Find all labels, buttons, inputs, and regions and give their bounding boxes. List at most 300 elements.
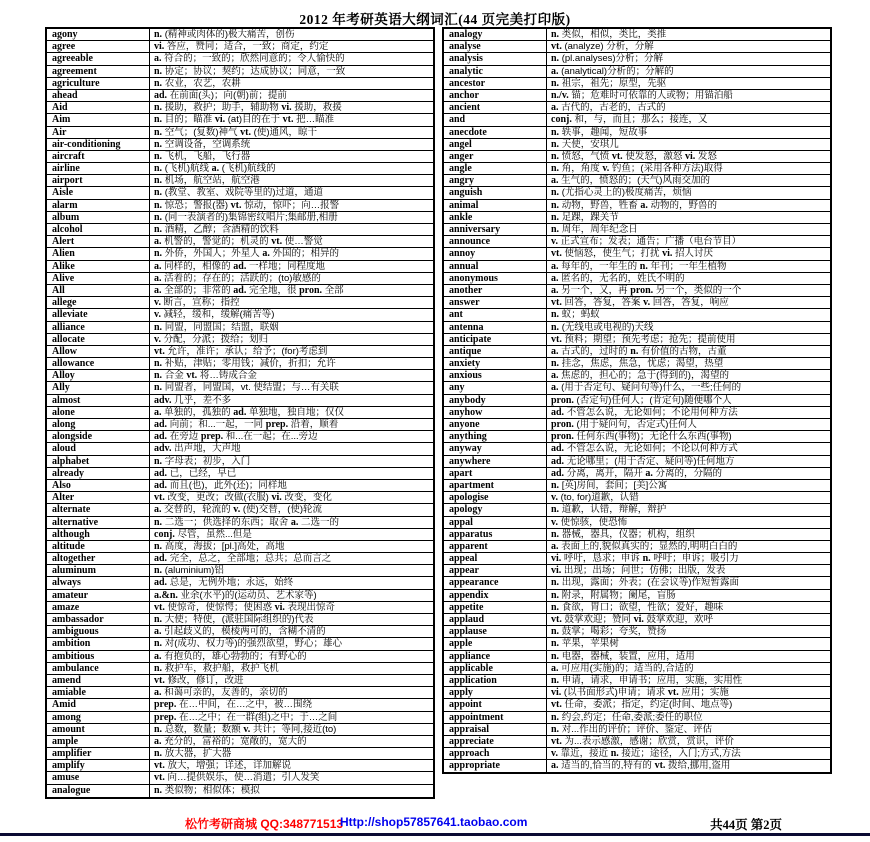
word-cell: already: [47, 468, 150, 479]
word-cell: amplifier: [47, 748, 150, 759]
word-cell: Aid: [47, 102, 150, 113]
page-number: 共44页 第2页: [710, 818, 782, 832]
word-cell: almost: [47, 395, 150, 406]
definition-cell: vi. 答应，赞同；适合，一致；商定，约定: [154, 41, 329, 53]
word-cell: altitude: [47, 541, 150, 552]
definition-cell: a. 引起歧义的，模棱两可的，含糊不清的: [154, 626, 326, 638]
word-cell: always: [47, 577, 150, 588]
vocab-row: [47, 614, 433, 626]
vocab-row: [444, 358, 830, 370]
definition-cell: ad. 在旁边 prep. 和...在一起；在...旁边: [154, 431, 318, 443]
vocab-row: [47, 517, 433, 529]
vocab-row: [444, 736, 830, 748]
vocab-row: [47, 638, 433, 650]
vocab-row: [47, 736, 433, 748]
word-cell: airport: [47, 175, 150, 186]
word-cell: Aisle: [47, 187, 150, 198]
word-cell: animal: [444, 200, 547, 211]
vocab-row: [47, 663, 433, 675]
definition-cell: a. (用于否定句、疑问句等)什么，一些;任何的: [551, 382, 742, 394]
definition-cell: n. 总数，数量；数额 v. 共计；等同,接近(to): [154, 723, 337, 735]
definition-cell: n. 合金 vt. 将…铸成合金: [154, 370, 257, 382]
definition-cell: ad. 分离，离开，隔开 a. 分离的，分隔的: [551, 467, 722, 479]
word-cell: amiable: [47, 687, 150, 698]
page-title: 2012 年考研英语大纲词汇(44 页完美打印版): [299, 12, 571, 27]
word-cell: ample: [47, 736, 150, 747]
definition-cell: a. 表面上的,貌似真实的；显然的,明明白白的: [551, 540, 738, 552]
vocab-row: [47, 382, 433, 394]
vocab-row: [47, 468, 433, 480]
word-cell: appal: [444, 517, 547, 528]
vocab-row: [47, 443, 433, 455]
vocab-row: [47, 334, 433, 346]
word-cell: ambiguous: [47, 626, 150, 637]
definition-cell: n. 同盟，同盟国；结盟，联姻: [154, 321, 279, 333]
vocab-row: [47, 346, 433, 358]
word-cell: appear: [444, 565, 547, 576]
word-cell: apparatus: [444, 529, 547, 540]
vocab-row: [47, 273, 433, 285]
definition-cell: a. 同样的，相像的 ad. 一样地；同程度地: [154, 260, 325, 272]
word-cell: ankle: [444, 212, 547, 223]
vocab-row: [444, 114, 830, 126]
word-cell: appreciate: [444, 736, 547, 747]
definition-cell: n. 空调设备，空调系统: [154, 138, 251, 150]
word-cell: appliance: [444, 651, 547, 662]
word-cell: aircraft: [47, 151, 150, 162]
definition-cell: n. 惊恐；警报(器) vt. 惊动，惊吓；向…报警: [154, 199, 340, 211]
word-cell: appendix: [444, 590, 547, 601]
word-cell: anyone: [444, 419, 547, 430]
definition-cell: vt. 鼓掌欢迎；赞同 vi. 鼓掌欢迎，欢呼: [551, 614, 714, 625]
vocab-row: [47, 200, 433, 212]
word-cell: Aim: [47, 114, 150, 125]
definition-cell: adv. 几乎，差不多: [154, 394, 232, 406]
definition-cell: ad. 而且(也)，此外(还)；同样地: [154, 479, 287, 491]
definition-cell: vt. 使恼怒，使生气；打扰 vi. 招人讨厌: [551, 248, 714, 260]
vocab-row: [444, 504, 830, 516]
definition-cell: vi. (以书面形式)申请；请求 vt. 应用；实施: [551, 687, 729, 699]
definition-cell: ad. 在前面(头)；向(朝)前；提前: [154, 89, 287, 101]
vocab-row: [444, 346, 830, 358]
vocab-row: [444, 285, 830, 297]
definition-cell: ad. 已，已经，早已: [154, 467, 237, 479]
definition-cell: a. 生气的，愤怒的；(天气)风雨交加的: [551, 175, 710, 187]
definition-cell: n. (尤指心灵上的)极度痛苦，烦恼: [551, 187, 692, 199]
definition-cell: n. (同一表演者的)集锦密纹唱片;集邮册,相册: [154, 211, 338, 223]
definition-cell: v. 靠近，接近 n. 接近；途径，入门;方式,方法: [551, 748, 741, 760]
word-cell: aluminum: [47, 565, 150, 576]
vocab-row: [47, 626, 433, 638]
vocab-row: [47, 187, 433, 199]
word-cell: another: [444, 285, 547, 296]
word-cell: angle: [444, 163, 547, 174]
word-cell: Alter: [47, 492, 150, 503]
definition-cell: n. 同盟者，同盟国，vt. 使结盟；与…有关联: [154, 382, 339, 394]
vocab-row: [444, 370, 830, 382]
definition-cell: n. 周年，周年纪念日: [551, 224, 638, 235]
vocab-row: [444, 102, 830, 114]
definition-cell: n. 申请，请求，申请书；应用，实施，实用性: [551, 674, 743, 686]
vocab-row: [47, 370, 433, 382]
word-cell: appetite: [444, 602, 547, 613]
definition-cell: n. 救护车，救护船，救护飞机: [154, 662, 279, 674]
definition-cell: n. 外侨，外国人；外星人 a. 外国的；相异的: [154, 248, 339, 260]
word-cell: amaze: [47, 602, 150, 613]
vocab-row: [47, 236, 433, 248]
vocab-row: [444, 407, 830, 419]
word-cell: apartment: [444, 480, 547, 491]
definition-cell: n. (教堂、教室、戏院等里的)过道，通道: [154, 187, 324, 199]
vocab-row: [47, 29, 433, 41]
word-cell: appraisal: [444, 724, 547, 735]
vocab-row: [47, 724, 433, 736]
definition-cell: vt. 为...表示感激，感谢；欣赏，赏识，评价: [551, 735, 734, 747]
definition-cell: vt. 放大，增强；详述，详加解说: [154, 760, 291, 772]
vocab-row: [444, 419, 830, 431]
definition-cell: ad. 向前；和...一起，一同 prep. 沿着，顺着: [154, 419, 339, 430]
vocab-row: [47, 297, 433, 309]
word-cell: Alert: [47, 236, 150, 247]
definition-cell: n. 天使，安琪儿: [551, 138, 619, 150]
vocab-row: [444, 468, 830, 480]
definition-cell: a. 古式的，过时的 n. 有价值的古物，古董: [551, 345, 727, 357]
word-cell: analogy: [444, 29, 547, 40]
definition-cell: a. 有抱负的，雄心勃勃的；有野心的: [154, 650, 307, 662]
definition-cell: n./v. 锚；危难时可依靠的人或物；用锚泊船: [551, 89, 733, 101]
word-cell: agreement: [47, 66, 150, 77]
definition-cell: vt. 回答，答复，答案 v. 回答，答复，响应: [551, 297, 729, 309]
word-cell: alcohol: [47, 224, 150, 235]
vocab-table-left: [45, 27, 435, 799]
definition-cell: a. 充分的，富裕的；宽敞的，宽大的: [154, 735, 307, 747]
bottom-divider: [0, 833, 870, 836]
definition-cell: n. [英]房间，套间；[美]公寓: [551, 479, 668, 491]
word-cell: apparent: [444, 541, 547, 552]
vocab-row: [47, 504, 433, 516]
word-cell: approach: [444, 748, 547, 759]
definition-cell: n. 食欲，胃口；欲望，性欲；爱好，趣味: [551, 601, 724, 613]
vocab-row: [444, 236, 830, 248]
vocab-row: [444, 529, 830, 541]
definition-cell: vt. 向…提供娱乐，使…消遣；引人发笑: [154, 772, 320, 784]
word-cell: anchor: [444, 90, 547, 101]
word-cell: anxious: [444, 370, 547, 381]
word-cell: ant: [444, 309, 547, 320]
vocab-row: [444, 187, 830, 199]
word-cell: Alloy: [47, 370, 150, 381]
vocab-row: [444, 480, 830, 492]
word-cell: alarm: [47, 200, 150, 211]
definition-cell: vt. 修改，修订，改进: [154, 674, 244, 686]
word-cell: analyse: [444, 41, 547, 52]
vocab-row: [47, 151, 433, 163]
vocab-row: [47, 66, 433, 78]
vocab-row: [444, 41, 830, 53]
vocab-row: [444, 261, 830, 273]
definition-cell: a. 全部的；非常的 ad. 完全地，很 pron. 全部: [154, 284, 344, 296]
word-cell: agreeable: [47, 53, 150, 64]
vocab-table-right: [442, 27, 832, 774]
definition-cell: v. 使惊骇，使恐怖: [551, 516, 628, 528]
vocab-row: [444, 78, 830, 90]
vocab-row: [47, 687, 433, 699]
vocab-row: [444, 517, 830, 529]
definition-cell: n. 机场，航空站，航空港: [154, 175, 260, 187]
word-cell: amplify: [47, 760, 150, 771]
vocab-row: [47, 358, 433, 370]
definition-cell: conj. 尽管，虽然...但是: [154, 528, 252, 540]
vocab-row: [47, 712, 433, 724]
word-cell: anecdote: [444, 127, 547, 138]
definition-cell: ad. 不管怎么说，无论如何；不论以何种方式: [551, 443, 738, 455]
definition-cell: a. 另一个，又，再 pron. 另一个，类似的一个: [551, 284, 742, 296]
word-cell: announce: [444, 236, 547, 247]
word-cell: and: [444, 114, 547, 125]
definition-cell: v. 断言，宣称；指控: [154, 297, 240, 309]
word-cell: alliance: [47, 322, 150, 333]
definition-cell: n. 愤怒，气愤 vt. 使发怒，激怒 vi. 发怒: [551, 150, 717, 162]
vocab-row: [47, 212, 433, 224]
word-cell: Alien: [47, 248, 150, 259]
vocab-row: [47, 529, 433, 541]
word-cell: application: [444, 675, 547, 686]
word-cell: ambulance: [47, 663, 150, 674]
word-cell: alongside: [47, 431, 150, 442]
vocab-row: [47, 90, 433, 102]
vocab-row: [444, 297, 830, 309]
vocab-row: [444, 492, 830, 504]
definition-cell: v. 减轻，缓和，缓解(痛苦等): [154, 309, 275, 321]
word-cell: ancestor: [444, 78, 547, 89]
vocab-row: [444, 163, 830, 175]
vocab-row: [47, 139, 433, 151]
definition-cell: n. 足踝，踝关节: [551, 211, 619, 223]
word-cell: ambition: [47, 638, 150, 649]
vocab-row: [47, 309, 433, 321]
word-cell: apple: [444, 638, 547, 649]
definition-cell: n. 约会,约定；任命,委派;委任的职位: [551, 711, 703, 723]
shop-url-link[interactable]: Http://shop57857641.taobao.com: [340, 815, 528, 829]
definition-cell: n. 目的；瞄准 vi. (at)目的在于 vt. 把…瞄准: [154, 114, 335, 126]
word-cell: agony: [47, 29, 150, 40]
definition-cell: ad. 无论哪里；(用于否定、疑问等)任何地方: [551, 455, 735, 467]
word-cell: antique: [444, 346, 547, 357]
definition-cell: n. 飞机，飞船，飞行器: [154, 150, 251, 162]
vocab-row: [47, 431, 433, 443]
word-cell: apology: [444, 504, 547, 515]
word-cell: Also: [47, 480, 150, 491]
definition-cell: n. 大使；特使，(派驻国际组织的)代表: [154, 614, 314, 625]
definition-cell: n. 类似，相似，类比，类推: [551, 29, 667, 40]
word-cell: applause: [444, 626, 547, 637]
word-cell: apologise: [444, 492, 547, 503]
vocab-row: [47, 248, 433, 260]
word-cell: Air: [47, 127, 150, 138]
vocab-row: [444, 724, 830, 736]
vocab-row: [444, 590, 830, 602]
vocab-row: [47, 651, 433, 663]
vocab-row: [444, 66, 830, 78]
definition-cell: n. 补贴，津贴；零用钱；减价，折扣；允许: [154, 358, 336, 370]
vocab-row: [444, 53, 830, 65]
definition-cell: n. 动物，野兽，牲畜 a. 动物的，野兽的: [551, 199, 717, 211]
definition-cell: a. 可应用(实施)的；适当的,合适的: [551, 662, 694, 674]
definition-cell: n. (aluminium)铝: [154, 565, 224, 577]
word-cell: angry: [444, 175, 547, 186]
definition-cell: a. 匿名的，无名的，姓氏不明的: [551, 272, 685, 284]
vocab-row: [47, 419, 433, 431]
vocab-row: [444, 90, 830, 102]
definition-cell: vt. 任命，委派；指定，约定(时间、地点等): [551, 699, 733, 711]
definition-cell: n. 电器，器械，装置，应用，适用: [551, 650, 695, 662]
definition-cell: n. (pl.analyses)分析；分解: [551, 53, 664, 65]
definition-cell: a. 符合的；一致的；欣然同意的；令人愉快的: [154, 53, 345, 65]
vocab-row: [444, 212, 830, 224]
definition-cell: vt. 允许，准许；承认；给予；(for)考虑到: [154, 345, 328, 357]
definition-cell: ad. 完全，总之，全部地；总共；总而言之: [154, 553, 332, 565]
definition-cell: n. 二选一；供选择的东西；取舍 a. 二选一的: [154, 516, 339, 528]
word-cell: appeal: [444, 553, 547, 564]
word-cell: air-conditioning: [47, 139, 150, 150]
word-cell: ambassador: [47, 614, 150, 625]
definition-cell: vt. 预料；期望；预先考虑；抢先；提前使用: [551, 333, 736, 345]
vocab-row: [47, 127, 433, 139]
vocab-row: [444, 626, 830, 638]
word-cell: anonymous: [444, 273, 547, 284]
word-cell: agree: [47, 41, 150, 52]
vocab-row: [47, 41, 433, 53]
vocab-row: [444, 248, 830, 260]
definition-cell: n. 空气；(复数)神气 vt. (使)通风，晾干: [154, 126, 317, 138]
vocab-row: [444, 151, 830, 163]
word-cell: All: [47, 285, 150, 296]
definition-cell: pron. (否定句)任何人；(肯定句)随便哪个人: [551, 394, 732, 406]
definition-cell: v. 分配，分派；拨给；划归: [154, 333, 269, 345]
vocab-row: [47, 541, 433, 553]
definition-cell: a. 古代的，古老的，古式的: [551, 102, 666, 114]
vocab-row: [47, 78, 433, 90]
vocab-row: [444, 139, 830, 151]
definition-cell: n. 放大器，扩大器: [154, 748, 232, 760]
word-cell: among: [47, 712, 150, 723]
vocab-row: [444, 553, 830, 565]
word-cell: altogether: [47, 553, 150, 564]
definition-cell: n. 字母表；初步，入门: [154, 455, 251, 467]
definition-cell: v. (to, for)道歉，认错: [551, 492, 639, 504]
word-cell: alternate: [47, 504, 150, 515]
word-cell: applaud: [444, 614, 547, 625]
definition-cell: vt. 改变，更改；改做(衣服) vi. 改变，变化: [154, 492, 332, 504]
definition-cell: n. 出现，露面；外表；(在会议等)作短暂露面: [551, 577, 740, 589]
vocab-row: [444, 431, 830, 443]
shop-info: 松竹考研商城 QQ:348771513: [185, 817, 344, 831]
word-cell: although: [47, 529, 150, 540]
definition-cell: a. 焦虑的，担心的；急于(得到的)，渴望的: [551, 370, 729, 382]
word-cell: appropriate: [444, 760, 547, 772]
word-cell: alone: [47, 407, 150, 418]
word-cell: Ally: [47, 382, 150, 393]
definition-cell: a. 交替的，轮流的 v. (使)交替，(使)轮流: [154, 504, 323, 516]
definition-cell: pron. 任何东西(事物)；无论什么东西(事物): [551, 431, 732, 443]
word-cell: any: [444, 382, 547, 393]
vocab-row: [47, 590, 433, 602]
vocab-row: [47, 675, 433, 687]
vocab-row: [444, 200, 830, 212]
definition-cell: n. 协定；协议；契约；达成协议；同意，一致: [154, 65, 346, 77]
word-cell: ancient: [444, 102, 547, 113]
word-cell: anger: [444, 151, 547, 162]
definition-cell: n. (飞机)航线 a. (飞机)航线的: [154, 163, 276, 175]
word-cell: anything: [444, 431, 547, 442]
definition-cell: v. 正式宣布；发表；通告；广播（电台节目）: [551, 236, 742, 248]
word-cell: anyhow: [444, 407, 547, 418]
word-cell: ambitious: [47, 651, 150, 662]
vocab-row: [47, 480, 433, 492]
vocab-row: [444, 602, 830, 614]
definition-cell: n. 酒精，乙醇；含酒精的饮料: [154, 224, 279, 235]
definition-cell: n. 对(成功、权力等)的强烈欲望，野心；雄心: [154, 638, 343, 650]
word-cell: analytic: [444, 66, 547, 77]
vocab-row: [47, 602, 433, 614]
definition-cell: n. 苹果，苹果树: [551, 638, 619, 650]
vocab-row: [47, 407, 433, 419]
vocab-row: [47, 285, 433, 297]
word-cell: Amid: [47, 699, 150, 710]
definition-cell: vt. 使惊奇，使惊愕；使困惑 vi. 表现出惊奇: [154, 601, 336, 613]
vocab-row: [47, 114, 433, 126]
word-cell: analysis: [444, 53, 547, 64]
word-cell: anticipate: [444, 334, 547, 345]
vocab-row: [47, 748, 433, 760]
vocabulary-tables: [45, 27, 832, 799]
definition-cell: n. 援助，救护；助手，辅助物 vi. 援助，救援: [154, 102, 342, 114]
definition-cell: conj. 和，与，而且；那么；接连，又: [551, 114, 708, 126]
word-cell: Alike: [47, 261, 150, 272]
definition-cell: prep. 在…之中；在一群(组)之中；于…之间: [154, 711, 338, 723]
definition-cell: ad. 总是，无例外地；永远，始终: [154, 577, 294, 589]
vocab-row: [444, 577, 830, 589]
definition-cell: n. 类似物；相似体；模拟: [154, 784, 260, 796]
definition-cell: a. 适当的,恰当的,特有的 vt. 拨给,挪用,盗用: [551, 760, 731, 772]
word-cell: alphabet: [47, 456, 150, 467]
definition-cell: n. 蚁；蚂蚁: [551, 309, 600, 321]
vocab-row: [47, 772, 433, 784]
vocab-row: [47, 565, 433, 577]
word-cell: appoint: [444, 699, 547, 710]
definition-cell: n. 道歉，认错，辩解，辩护: [551, 504, 667, 516]
vocab-row: [444, 224, 830, 236]
definition-cell: n. 轶事，趣闻，短故事: [551, 126, 648, 138]
vocab-row: [444, 614, 830, 626]
definition-cell: n. 角，角度 v. 钓鱼；(采用各种方法)取得: [551, 163, 723, 175]
vocab-row: [444, 395, 830, 407]
vocab-row: [444, 443, 830, 455]
word-cell: anxiety: [444, 358, 547, 369]
vocab-row: [444, 309, 830, 321]
definition-cell: pron. (用于疑问句，否定式)任何人: [551, 419, 697, 430]
vocab-row: [444, 175, 830, 187]
word-cell: alternative: [47, 517, 150, 528]
definition-cell: adv. 出声地，大声地: [154, 443, 241, 455]
word-cell: album: [47, 212, 150, 223]
vocab-row: [47, 760, 433, 772]
vocab-row: [444, 638, 830, 650]
word-cell: allege: [47, 297, 150, 308]
word-cell: angel: [444, 139, 547, 150]
word-cell: answer: [444, 297, 547, 308]
word-cell: ahead: [47, 90, 150, 101]
